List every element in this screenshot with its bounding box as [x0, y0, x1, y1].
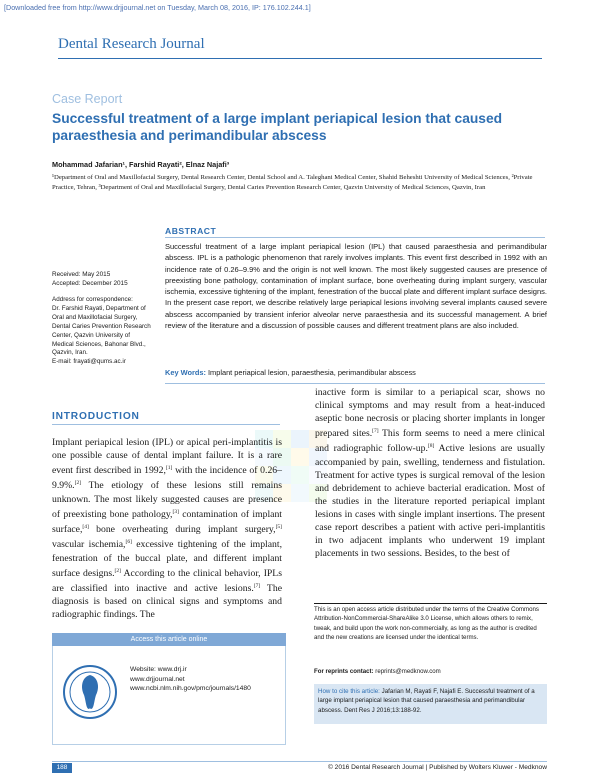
- header-rule: [58, 58, 542, 59]
- body-paragraph: inactive form is similar to a periapical scar, shows no clinical symptoms and may result from a heat-induced aseptic bone necrosis or placing shorter implants in longer prepared sites.[7] This form seems to need a mere clinical and radiographic follow-up.[8] Active lesions are usually accompanied by pain, swelling, tenderness and fistulation. Treatment for active types is surgical removal of the lesion and debridement to achieve bacterial eradication. Most of the studies in the literature reported periapical implant lesions in cases with single implant insertions. The present case report describes a patient with active peri-implantitis in two adjacent implants who underwent 19 implant placements in two sessions. Besides, to the best of: [315, 387, 545, 560]
- reference-link[interactable]: [7]: [253, 582, 261, 589]
- footer-copyright: © 2016 Dental Research Journal | Published by Wolters Kluwer - Medknow: [327, 764, 547, 771]
- reference-link[interactable]: [3]: [172, 508, 179, 515]
- citation-text: Jafarian M, Rayati F, Najafi E. Successful treatment of a large implant periapical lesion that caused paraesthesia and perimandibular abscess. Dent Res J 2016;13:188-92.: [318, 688, 535, 714]
- reference-link[interactable]: [5]: [275, 523, 282, 530]
- journal-title: Dental Research Journal: [58, 36, 205, 52]
- abstract-heading: ABSTRACT: [165, 226, 217, 236]
- article-type: Case Report: [52, 92, 123, 106]
- affiliations: ¹Department of Oral and Maxillofacial Surgery, Dental Research Center, Dental School and A. Taleghani Medical Center, Shahid Beheshti University of Medical Sciences, ²Private Practice, Tehran, ³Department of Oral and Maxillofacial Surgery, Dental Caries Prevention Research Center, Qazvin University of Medical Sciences, Qazvin, Iran: [52, 174, 533, 191]
- correspondence-label: Address for correspondence:: [52, 296, 133, 303]
- correspondence-email[interactable]: E-mail: frayati@qums.ac.ir: [52, 358, 126, 366]
- abstract-rule: [165, 237, 545, 238]
- keywords-label: Key Words:: [165, 368, 206, 377]
- pmc-link[interactable]: www.ncbi.nlm.nih.gov/pmc/journals/1480: [130, 685, 251, 692]
- article-title: Successful treatment of a large implant periapical lesion that caused paraesthesia and perimandibular abscess: [52, 111, 503, 143]
- website-link-2[interactable]: www.drjjournal.net: [130, 675, 185, 683]
- introduction-rule: [52, 424, 280, 425]
- page-number: 188: [52, 763, 72, 773]
- access-online-header: Access this article online: [52, 633, 286, 646]
- access-links: [130, 665, 251, 694]
- citation-label: How to cite this article:: [318, 688, 380, 695]
- body-column-right: [315, 386, 545, 560]
- reprints: [314, 668, 441, 675]
- footer-rule: [52, 761, 547, 762]
- reference-link[interactable]: [4]: [82, 523, 89, 530]
- correspondence-address: Dr. Farshid Rayati, Department of Oral and Maxillofacial Surgery, Dental Caries Prevention Research Center, Qazvin University of Medical Sciences, Bahonar Blvd., Qazvin, Iran.: [52, 304, 151, 357]
- reference-link[interactable]: [8]: [427, 443, 435, 450]
- keywords-rule: [165, 383, 545, 384]
- license-text: This is an open access article distributed under the terms of the Creative Commons Attribution-NonCommercial-ShareAlike 3.0 License, which allows others to remix, tweak, and build upon the work non-commercially, as long as the author is credited and the new creations are licensed under the identical terms.: [314, 606, 539, 642]
- body-column-left: [52, 436, 282, 621]
- authors: Mohammad Jafarian¹, Farshid Rayati², Elnaz Najafi³: [52, 160, 230, 169]
- reference-link[interactable]: [2]: [74, 480, 82, 487]
- abstract-text: Successful treatment of a large implant periapical lesion (IPL) that caused paraesthesia and perimandibular abscess. IPL is a pathologic phenomenon that rarely involves implants. This event first described in 1992 with an incidence rate of 0.26–9.9% and the origin is not well known. The most likely suggested causes are presence of preexisting bone pathology, contamination of implant surface, bone overheating during implant surgery, vascular ischemia, excessive tightening of the implant, fenestration of the buccal plate and different implant surface designs. In the present case report, we describe relatively large periapical lesions involving several implants caused severe abscess accompanied by transient inferior alveolar nerve paraesthesia and its successful management. A brief review of the literature and a discussion of possible causes and different treatment plans are also included.: [165, 242, 547, 331]
- accepted-date: Accepted: December 2015: [52, 280, 128, 287]
- reference-link[interactable]: [6]: [125, 539, 132, 546]
- reference-link[interactable]: [7]: [372, 428, 379, 435]
- journal-logo-icon: [62, 655, 118, 729]
- website-link[interactable]: Website: www.drj.ir: [130, 666, 187, 673]
- dates: [52, 270, 128, 288]
- reprints-label: For reprints contact:: [314, 668, 374, 675]
- introduction-heading: INTRODUCTION: [52, 411, 140, 422]
- license-rule: [314, 603, 547, 604]
- reference-link[interactable]: [1]: [165, 465, 173, 472]
- reference-link[interactable]: [2]: [114, 567, 121, 574]
- received-date: Received: May 2015: [52, 271, 111, 278]
- keywords: [165, 368, 547, 377]
- correspondence: [52, 296, 152, 367]
- keywords-text: Implant periapical lesion, paraesthesia, perimandibular abscess: [208, 368, 416, 377]
- reprints-email[interactable]: reprints@medknow.com: [375, 668, 441, 675]
- citation: [318, 687, 545, 715]
- body-paragraph: Implant periapical lesion (IPL) or apical peri-implantitis is one possible cause of dental implant failure. It is a rare event first described in 1992,[1] with the incidence of 0.26–9.9%.[2] The etiology of these lesions still remains unknown. The most likely suggested causes are presence of preexisting bone pathology,[3] contamination of implant surface,[4] bone overheating during implant surgery,[5] vascular ischemia,[6] excessive tightening of the implant, fenestration of the buccal plate, and different implant surface designs.[2] According to the clinical behavior, IPLs are classified into inactive and active lesions.[7] The diagnosis is based on clinical signs and symptoms and radiographic findings. The: [52, 437, 282, 621]
- download-note: [Downloaded free from http://www.drjjournal.net on Tuesday, March 08, 2016, IP: 176.102.244.1]: [4, 3, 311, 12]
